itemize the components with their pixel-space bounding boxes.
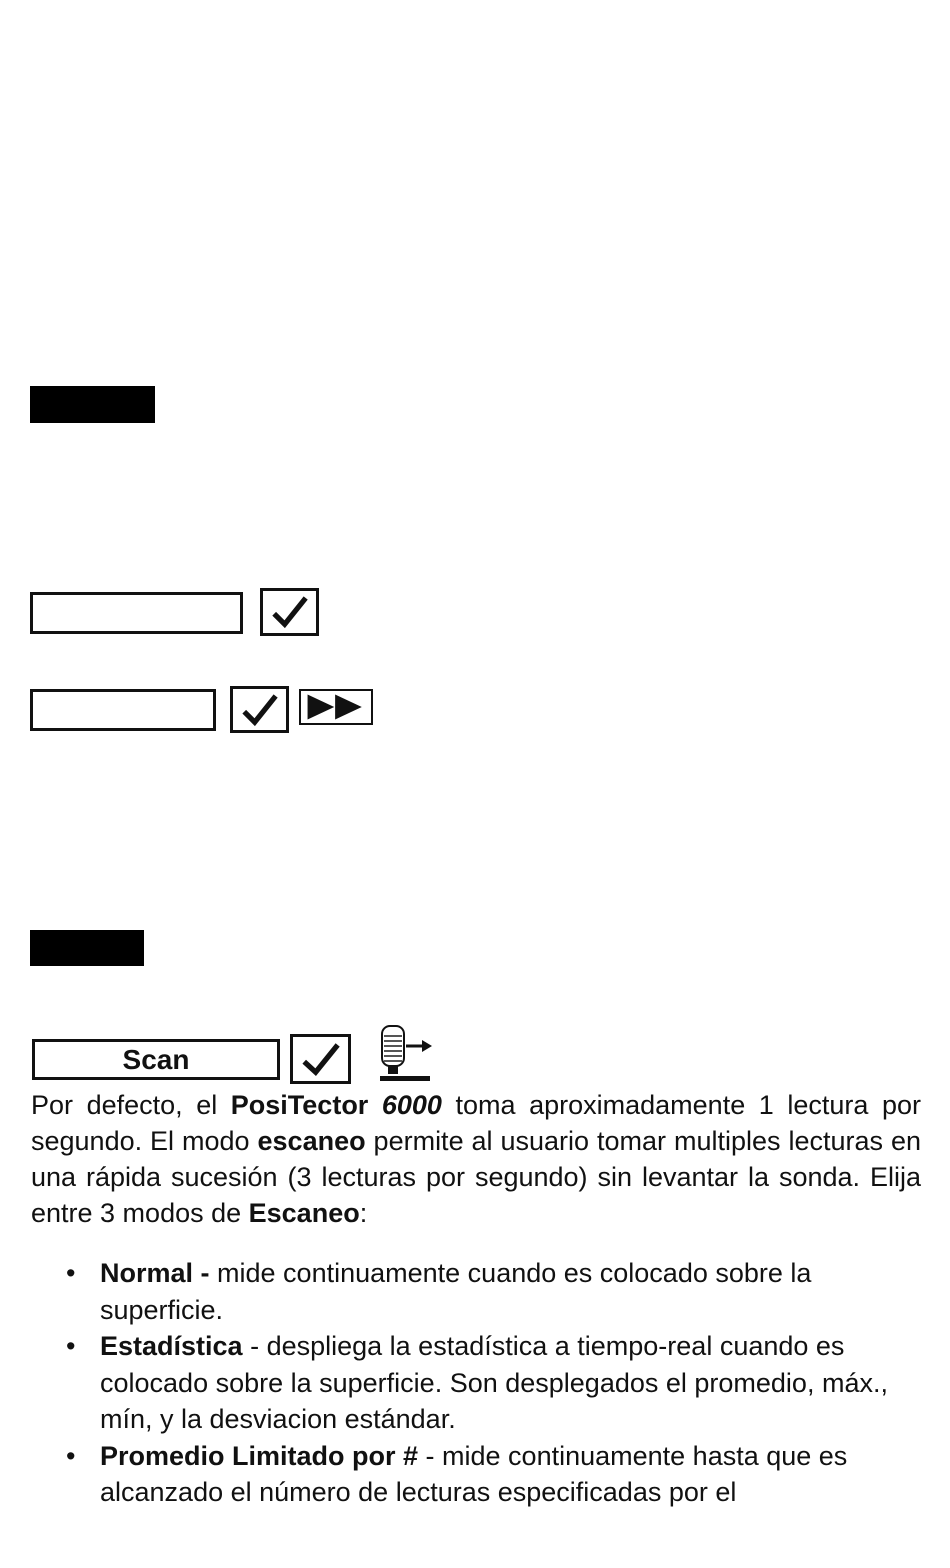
- mode-term: Estadística: [100, 1331, 243, 1361]
- scan-menu-label: Scan: [122, 1043, 190, 1075]
- check-icon[interactable]: [230, 686, 289, 733]
- mode-word: escaneo: [257, 1126, 366, 1156]
- scan-menu-box[interactable]: [32, 1039, 280, 1080]
- list-item: • Estadística - despliega la estadística a tiempo-real cuando es colocado sobre la superficie. Son desplegados el promedio, máx., mín, y la desviacion estándar.: [66, 1328, 926, 1438]
- list-item: • Promedio Limitado por # - mide continuamente hasta que es alcanzado el número de lecturas especificadas por el: [66, 1438, 926, 1511]
- mode-term: Normal -: [100, 1258, 210, 1288]
- fast-forward-icon[interactable]: [299, 689, 373, 725]
- scan-modes-list: [66, 1255, 926, 1511]
- brand-name: PosiTector: [230, 1090, 369, 1120]
- menu-box-2[interactable]: [30, 689, 216, 731]
- intro-paragraph: Por defecto, el PosiTector 6000 toma aproximadamente 1 lectura por segundo. El modo escaneo permite al usuario tomar multiples lecturas en una rápida sucesión (3 lecturas por segundo) sin levantar la sonda. Elija entre 3 modos de Escaneo:: [31, 1090, 921, 1228]
- check-icon[interactable]: [290, 1034, 351, 1084]
- bullet-dot: •: [66, 1331, 76, 1361]
- model-number: 6000: [381, 1090, 442, 1120]
- mode-word-2: Escaneo: [248, 1198, 360, 1228]
- redaction-bar-1: [30, 386, 155, 423]
- list-item: • Normal - mide continuamente cuando es colocado sobre la superficie.: [66, 1255, 926, 1328]
- redaction-bar-2: [30, 930, 144, 966]
- check-icon[interactable]: [260, 588, 319, 636]
- scan-probe-icon: [376, 1020, 436, 1086]
- bullet-dot: •: [66, 1258, 76, 1288]
- menu-box-1[interactable]: [30, 592, 243, 634]
- mode-term: Promedio Limitado por #: [100, 1440, 419, 1471]
- bullet-dot: •: [66, 1440, 76, 1471]
